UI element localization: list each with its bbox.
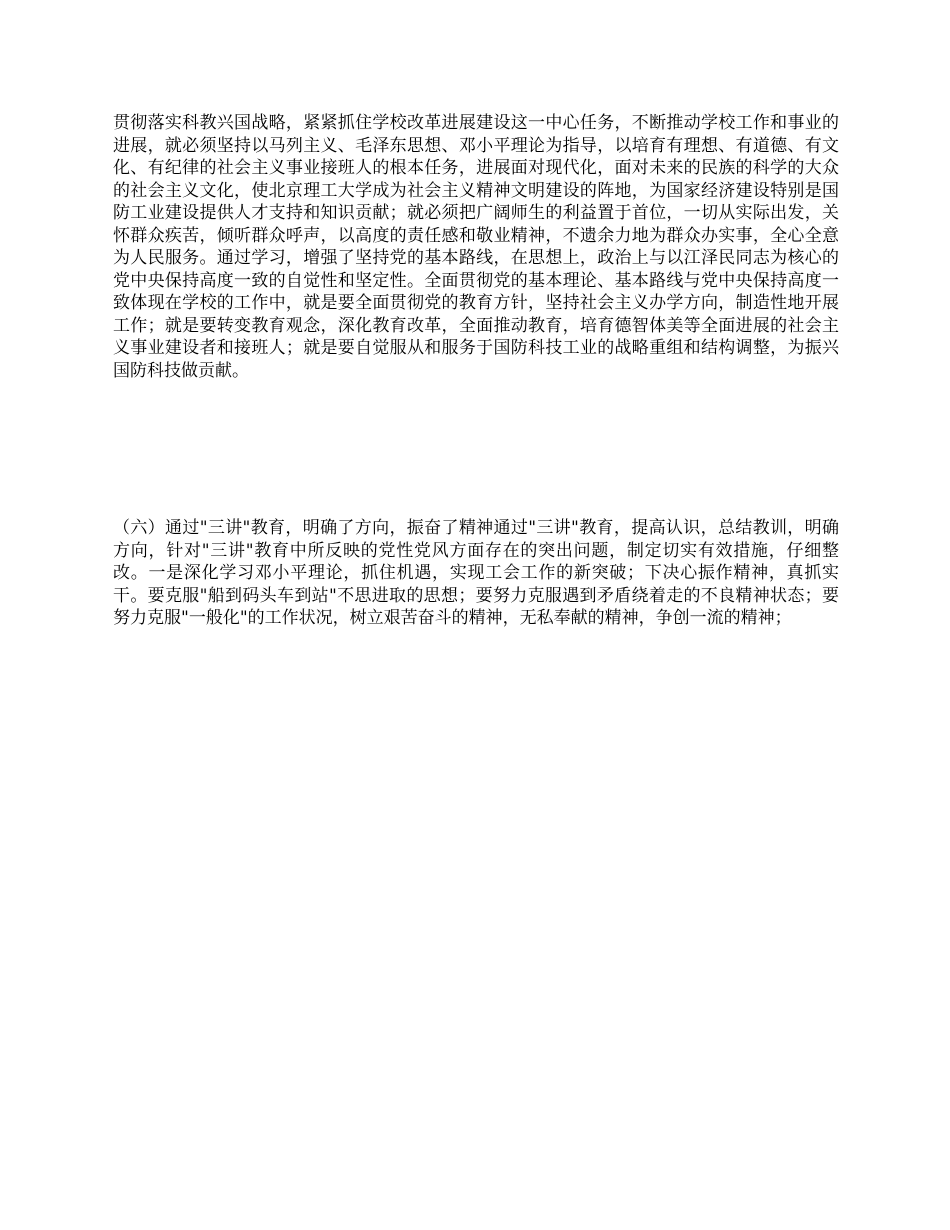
- body-paragraph-1: 贯彻落实科教兴国战略，紧紧抓住学校改革进展建设这一中心任务，不断推动学校工作和事业的进展，就必须坚持以马列主义、毛泽东思想、邓小平理论为指导，以培育有理想、有道德、有文化、有纪律的社会主义事业接班人的根本任务，进展面对现代化，面对未来的民族的科学的大众的社会主义文化，使北京理工大学成为社会主义精神文明建设的阵地，为国家经济建设特别是国防工业建设提供人才支持和知识贡献；就必须把广阔师生的利益置于首位，一切从实际出发，关怀群众疾苦，倾听群众呼声，以高度的责任感和敬业精神，不遗余力地为群众办实事，全心全意为人民服务。通过学习，增强了坚持党的基本路线，在思想上，政治上与以江泽民同志为核心的党中央保持高度一致的自觉性和坚定性。全面贯彻党的基本理论、基本路线与党中央保持高度一致体现在学校的工作中，就是要全面贯彻党的教育方针，坚持社会主义办学方向，制造性地开展工作；就是要转变教育观念，深化教育改革，全面推动教育，培育德智体美等全面进展的社会主义事业建设者和接班人；就是要自觉服从和服务于国防科技工业的战略重组和结构调整，为振兴国防科技做贡献。: [113, 113, 839, 381]
- body-paragraph-2: （六）通过"三讲"教育，明确了方向，振奋了精神通过"三讲"教育，提高认识，总结教训，明确方向，针对"三讲"教育中所反映的党性党风方面存在的突出问题，制定切实有效措施，仔细整改。一是深化学习邓小平理论，抓住机遇，实现工会工作的新突破；下决心振作精神，真抓实干。要克服"船到码头车到站"不思进取的思想；要努力克服遇到矛盾绕着走的不良精神状态；要努力克服"一般化"的工作状况，树立艰苦奋斗的精神，无私奉献的精神，争创一流的精神；: [113, 518, 839, 628]
